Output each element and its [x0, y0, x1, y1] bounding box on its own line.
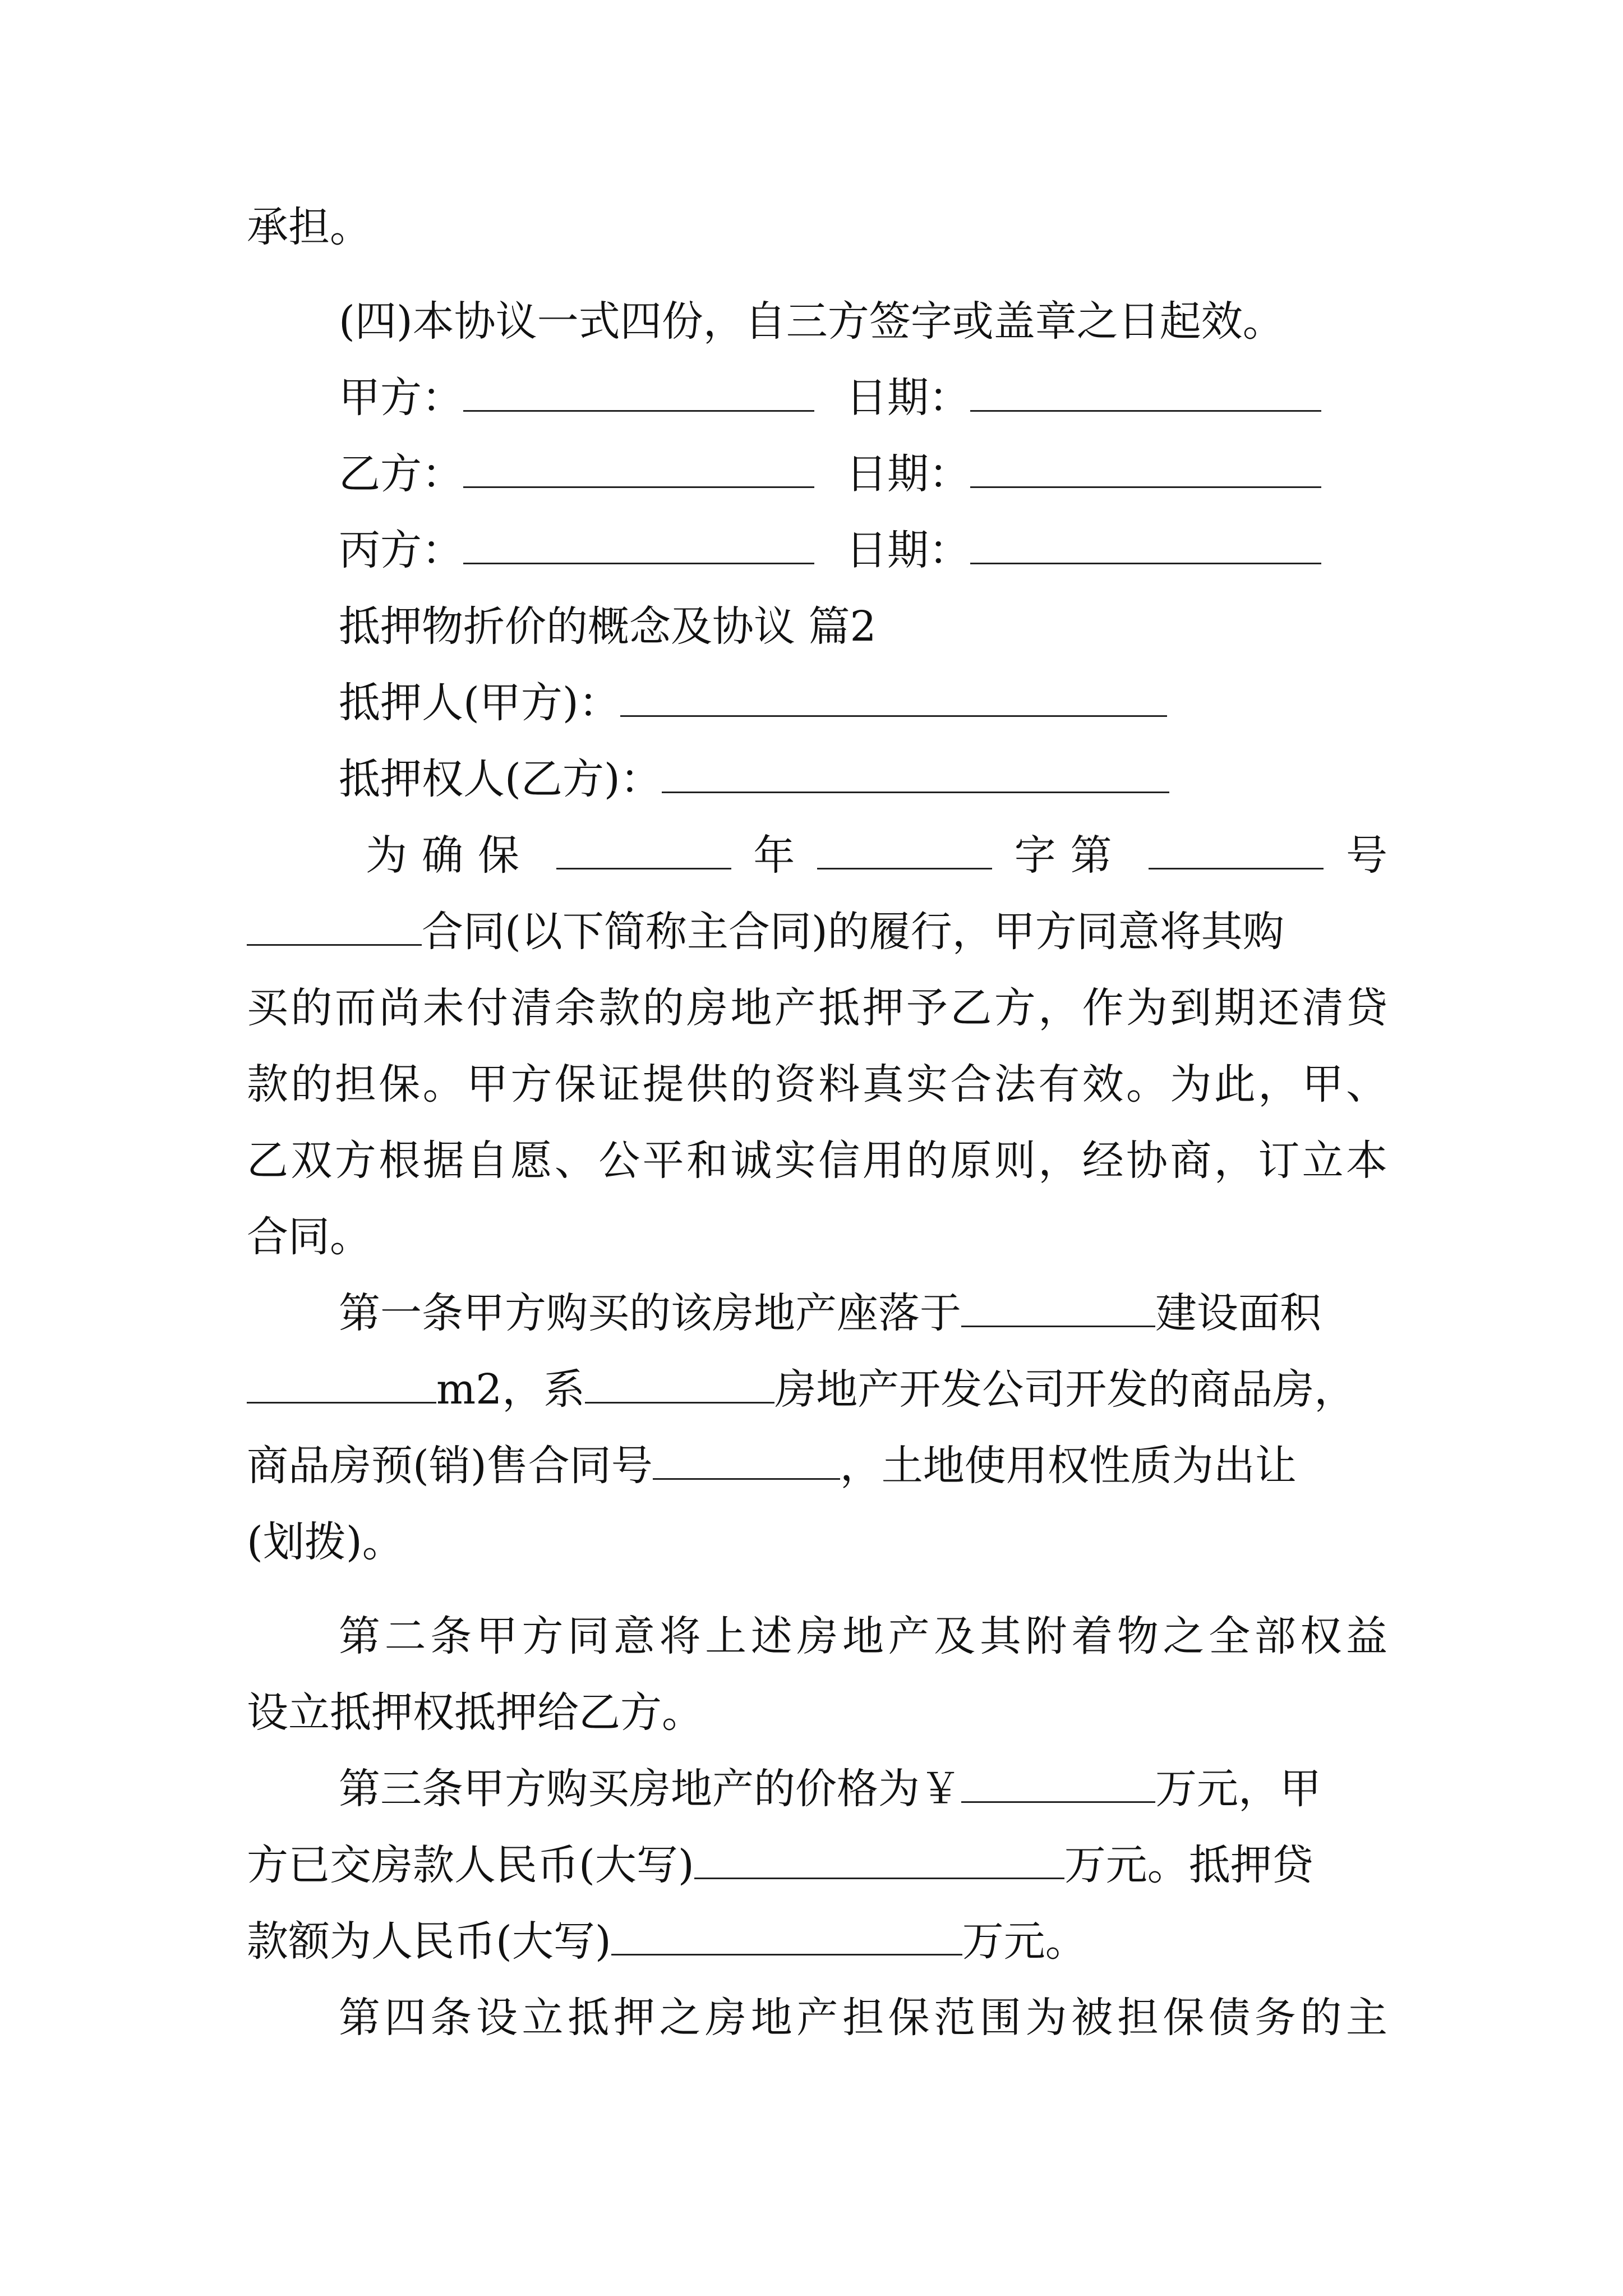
signature-blank[interactable] — [463, 530, 814, 564]
text-line: 第一条甲方购买的该房地产座落于 建设面积 — [339, 1289, 1321, 1337]
text-line: 合同。 — [247, 1213, 371, 1261]
text-line: 乙双方根据自愿、公平和诚实信用的原则，经协商，订立本 — [247, 1137, 1387, 1185]
signature-blank[interactable] — [463, 378, 814, 412]
text-line: 第二条甲方同意将上述房地产及其附着物之全部权益 — [339, 1612, 1387, 1660]
text-line: 合同(以下简称主合同)的履行，甲方同意将其购 — [247, 911, 1284, 956]
contract-year-blank[interactable] — [556, 835, 731, 869]
mortgagee-blank[interactable] — [662, 759, 1169, 793]
text-line: m2，系 房地产开发公司开发的商品房， — [247, 1369, 1355, 1414]
location-blank[interactable] — [961, 1293, 1155, 1327]
text-line: 商品房预(销)售合同号 ，土地使用权性质为出让 — [247, 1442, 1297, 1490]
text-line: (四)本协议一式四份，自三方签字或盖章之日起效。 — [339, 297, 1284, 346]
date-blank[interactable] — [970, 454, 1321, 488]
mortgagor-line — [339, 679, 1167, 727]
mortgagor-label: 抵押人(甲方)： — [339, 679, 620, 727]
signature-line-party-a — [339, 374, 1321, 422]
party-a-label: 甲方： — [339, 374, 463, 422]
mortgagor-blank[interactable] — [620, 683, 1167, 717]
area-blank[interactable] — [247, 1369, 436, 1404]
signature-blank[interactable] — [463, 454, 814, 488]
mortgagee-label: 抵押权人(乙方)： — [339, 755, 662, 803]
date-label: 日期： — [846, 374, 970, 422]
presale-contract-blank[interactable] — [653, 1446, 840, 1480]
signature-line-party-c — [339, 526, 1321, 574]
text-line: (划拨)。 — [247, 1518, 404, 1566]
text-line: 设立抵押权抵押给乙方。 — [247, 1688, 703, 1737]
date-blank[interactable] — [970, 378, 1321, 412]
mortgagee-line — [339, 755, 1169, 803]
text-line: 第四条设立抵押之房地产担保范围为被担保债务的主 — [339, 1994, 1387, 2042]
date-blank[interactable] — [970, 530, 1321, 564]
text-line: 承担。 — [247, 203, 371, 251]
text-line: 款的担保。甲方保证提供的资料真实合法有效。为此，甲、 — [247, 1060, 1387, 1108]
contract-name-blank[interactable] — [247, 912, 422, 946]
text-line: 为确保 年 字第 号 — [366, 831, 1387, 880]
signature-line-party-b — [339, 450, 1321, 498]
date-label: 日期： — [846, 450, 970, 498]
section-heading: 抵押物折价的概念及协议 篇2 — [339, 602, 877, 651]
paid-amount-blank[interactable] — [694, 1845, 1064, 1879]
text-line: 买的而尚未付清余款的房地产抵押予乙方，作为到期还清贷 — [247, 984, 1387, 1032]
text-line: 第三条甲方购买房地产的价格为￥ 万元，甲 — [339, 1765, 1321, 1813]
price-blank[interactable] — [961, 1769, 1155, 1803]
party-c-label: 丙方： — [339, 526, 463, 574]
developer-blank[interactable] — [585, 1369, 774, 1404]
text-line: 方已交房款人民币(大写) 万元。抵押贷 — [247, 1841, 1313, 1889]
contract-word-blank[interactable] — [817, 835, 992, 869]
text-line: 款额为人民币(大写) 万元。 — [247, 1917, 1087, 1966]
date-label: 日期： — [846, 526, 970, 574]
contract-number-blank[interactable] — [1149, 835, 1324, 869]
party-b-label: 乙方： — [339, 450, 463, 498]
loan-amount-blank[interactable] — [611, 1921, 962, 1955]
